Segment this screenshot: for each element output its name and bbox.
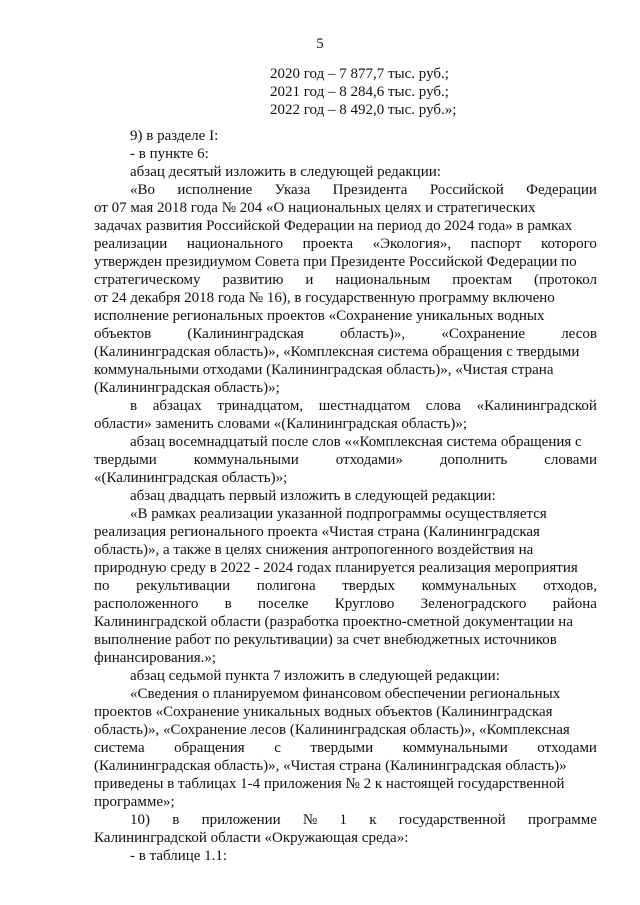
text-line: программе»; — [94, 794, 175, 810]
text-line: «Сведения о планируемом финансовом обеспечении региональных — [130, 686, 561, 702]
text-line: финансирования.»; — [94, 650, 217, 666]
text-line: - в таблице 1.1: — [130, 848, 228, 864]
text-line: область)», «Сохранение лесов (Калининградская область)», «Комплексная — [94, 722, 570, 738]
text-line: Калининградской области (разработка проектно-сметной документации на — [94, 614, 573, 630]
funding-year-2022: 2022 год – 8 492,0 тыс. руб.»; — [270, 102, 457, 118]
text-line: абзац десятый изложить в следующей редакции: — [130, 164, 441, 180]
text-line: выполнение работ по рекультивации) за счет внебюджетных источников — [94, 632, 557, 648]
text-line: стратегическому развитию и национальным проектам (протокол — [94, 272, 597, 288]
text-line: (Калининградская область)», «Комплексная система обращения с твердыми — [94, 344, 580, 360]
text-line: (Калининградская область)»; — [94, 380, 280, 396]
text-line: 9) в разделе I: — [130, 128, 219, 144]
text-line: исполнение региональных проектов «Сохранение уникальных водных — [94, 308, 545, 324]
text-line: абзац двадцать первый изложить в следующей редакции: — [130, 488, 496, 504]
text-line: Калининградской области «Окружающая среда»: — [94, 830, 409, 846]
text-line: реализации национального проекта «Экология», паспорт которого — [94, 236, 597, 252]
text-line: «Во исполнение Указа Президента Российской Федерации — [130, 182, 597, 198]
text-line: задачах развития Российской Федерации на период до 2024 года» в рамках — [94, 218, 573, 234]
text-line: абзац седьмой пункта 7 изложить в следующей редакции: — [130, 668, 500, 684]
text-line: от 24 декабря 2018 года № 16), в государственную программу включено — [94, 290, 555, 306]
page-number: 5 — [316, 36, 324, 52]
text-line: область)», а также в целях снижения антропогенного воздействия на — [94, 542, 534, 558]
text-line: расположенного в поселке Круглово Зеленоградского района — [94, 596, 597, 612]
text-line: проектов «Сохранение уникальных водных объектов (Калининградская — [94, 704, 553, 720]
text-line: (Калининградская область)», «Чистая страна (Калининградская область)» — [94, 758, 567, 774]
text-line: объектов (Калининградская область)», «Сохранение лесов — [94, 326, 597, 342]
text-line: в абзацах тринадцатом, шестнадцатом слова «Калининградской — [130, 398, 597, 414]
funding-year-2020: 2020 год – 7 877,7 тыс. руб.; — [270, 66, 449, 82]
text-line: приведены в таблицах 1-4 приложения № 2 к настоящей государственной — [94, 776, 565, 792]
funding-year-2021: 2021 год – 8 284,6 тыс. руб.; — [270, 84, 449, 100]
text-line: - в пункте 6: — [130, 146, 209, 162]
text-line: реализация регионального проекта «Чистая страна (Калининградская — [94, 524, 540, 540]
text-line: «В рамках реализации указанной подпрограммы осуществляется — [130, 506, 547, 522]
text-line: утвержден президиумом Совета при Президенте Российской Федерации по — [94, 254, 577, 270]
text-line: от 07 мая 2018 года № 204 «О национальных целях и стратегических — [94, 200, 536, 216]
text-line: области» заменить словами «(Калининградская область)»; — [94, 416, 468, 432]
text-line: коммунальными отходами (Калининградская область)», «Чистая страна — [94, 362, 554, 378]
text-line: по рекультивации полигона твердых коммунальных отходов, — [94, 578, 597, 594]
text-line: твердыми коммунальными отходами» дополнить словами — [94, 452, 597, 468]
text-line: 10) в приложении № 1 к государственной программе — [130, 812, 597, 828]
text-line: абзац восемнадцатый после слов ««Комплексная система обращения с — [130, 434, 582, 450]
text-line: система обращения с твердыми коммунальными отходами — [94, 740, 597, 756]
text-line: природную среду в 2022 - 2024 годах планируется реализация мероприятия — [94, 560, 578, 576]
text-line: «(Калининградская область)»; — [94, 470, 288, 486]
